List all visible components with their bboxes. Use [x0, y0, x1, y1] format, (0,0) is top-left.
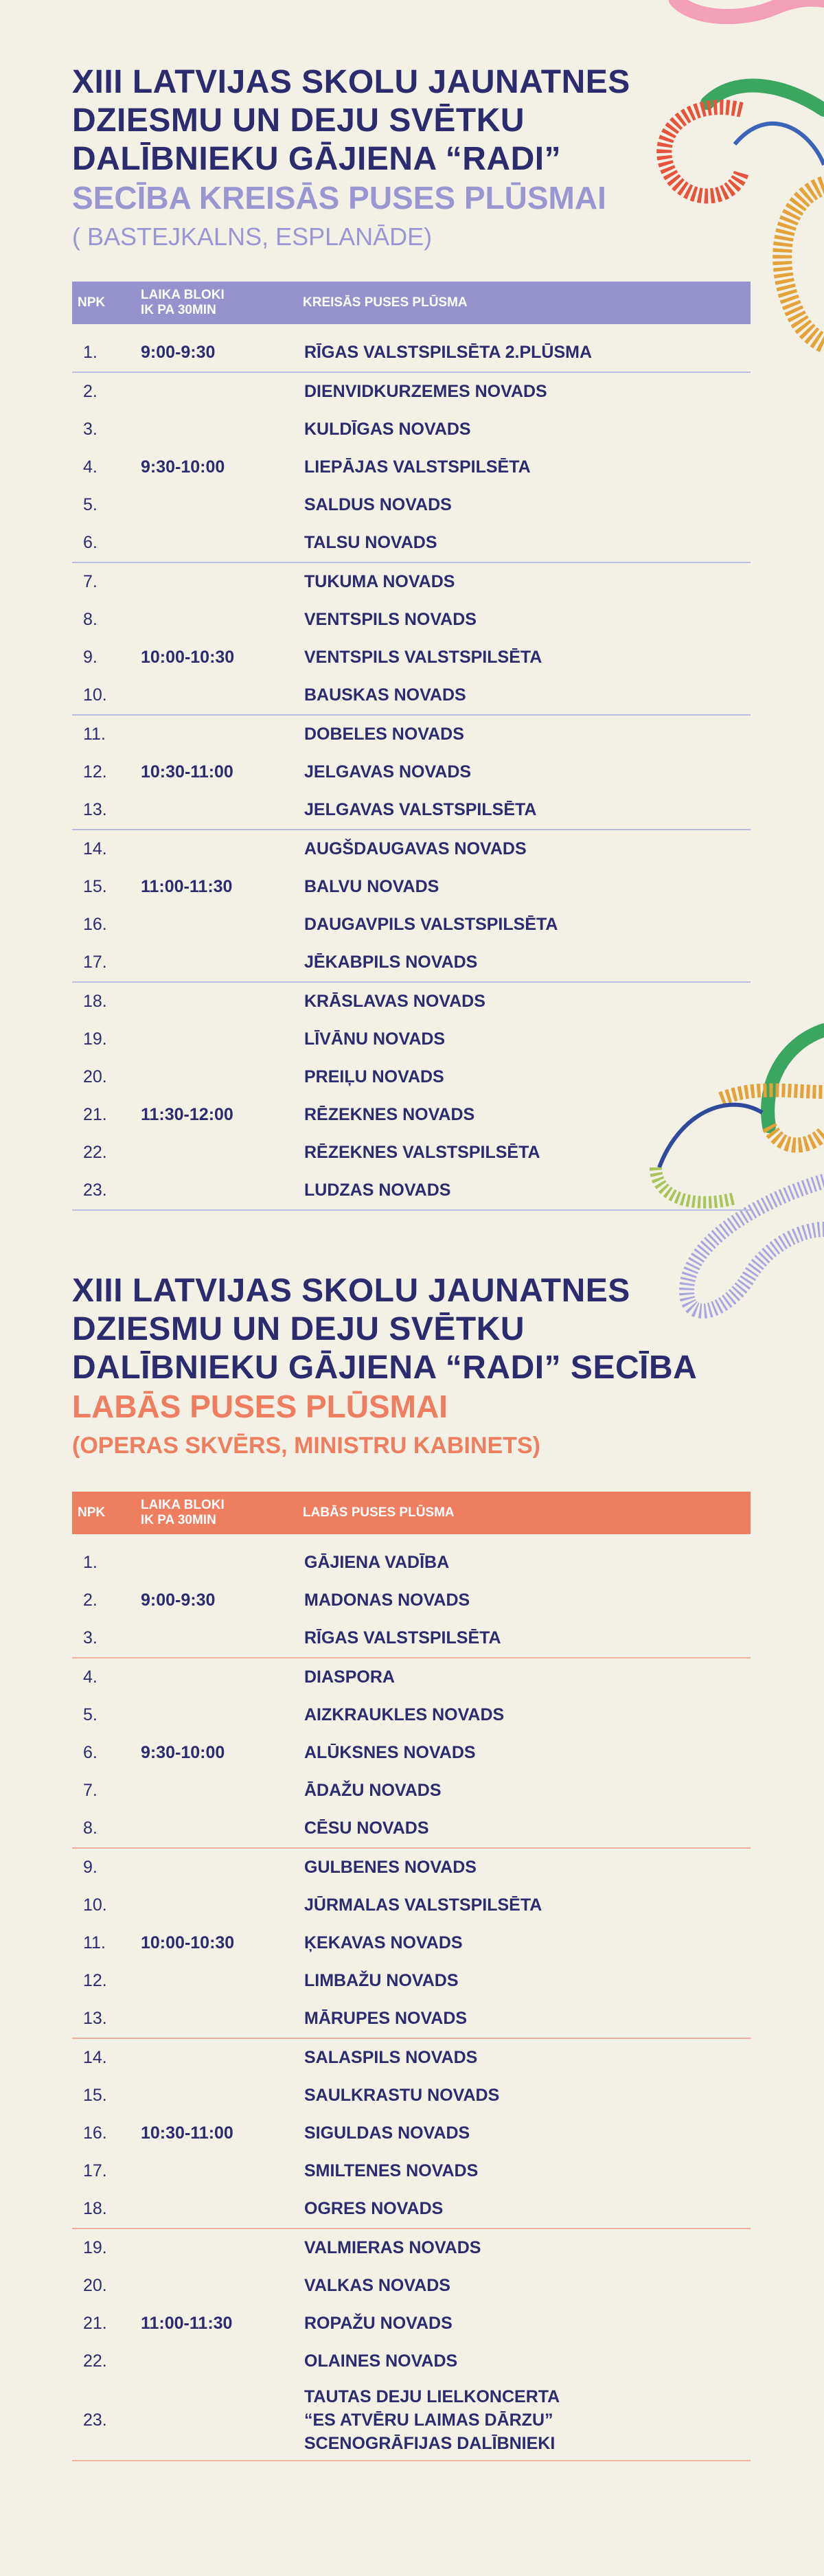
header-name: KREISĀS PUSES PLŪSMA	[303, 282, 751, 324]
group-name: TALSU NOVADS	[303, 524, 751, 562]
left-title-line-2: DZIESMU UN DEJU SVĒTKU	[72, 102, 525, 139]
row-number: 18.	[72, 2190, 138, 2229]
row-number: 7.	[83, 572, 98, 591]
group-name: KRĀSLAVAS NOVADS	[304, 992, 485, 1011]
group-name: MĀRUPES NOVADS	[303, 2000, 751, 2038]
table-row	[72, 1058, 751, 1096]
left-schedule-table	[72, 282, 751, 1211]
row-number: 23.	[72, 2380, 138, 2461]
group-name: JŪRMALAS VALSTSPILSĒTA	[304, 1895, 542, 1915]
row-number: 15.	[83, 877, 107, 896]
right-title-line-3: DALĪBNIEKU GĀJIENA “RADI” SECĪBA	[72, 1349, 698, 1386]
group-name: SALASPILS NOVADS	[304, 2048, 478, 2067]
row-number: 22.	[83, 2351, 107, 2371]
time-block	[138, 2152, 303, 2190]
table-row	[72, 562, 751, 601]
row-number: 2.	[83, 1591, 98, 1610]
group-name: AUGŠDAUGAVAS NOVADS	[304, 839, 527, 858]
time-block: 10:30-11:00	[141, 762, 233, 782]
time-block	[138, 2000, 303, 2038]
group-name: ĶEKAVAS NOVADS	[304, 1933, 463, 1952]
row-number: 12.	[83, 1971, 107, 1990]
time-block	[138, 676, 303, 715]
row-number: 11.	[83, 725, 106, 744]
time-block	[138, 1848, 303, 1887]
table-row	[72, 1096, 751, 1134]
group-name: RĒZEKNES VALSTSPILSĒTA	[304, 1143, 540, 1162]
row-number: 16.	[83, 2123, 107, 2143]
table-row	[72, 1772, 751, 1810]
row-number: 11.	[83, 1933, 106, 1952]
table-row	[72, 753, 751, 791]
time-block	[138, 2267, 303, 2305]
row-number: 1.	[83, 1553, 98, 1572]
time-block	[138, 791, 303, 830]
group-name: OGRES NOVADS	[303, 2190, 751, 2229]
group-name: DIASPORA	[304, 1667, 395, 1687]
table-row	[72, 2305, 751, 2343]
group-name: JĒKABPILS NOVADS	[303, 944, 751, 982]
table-row	[72, 372, 751, 411]
table-row	[72, 830, 751, 868]
time-block	[138, 1172, 303, 1210]
row-number: 10.	[72, 676, 138, 715]
left-subtitle: SECĪBA KREISĀS PUSES PLŪSMAI	[72, 180, 606, 216]
group-name: SAULKRASTU NOVADS	[304, 2086, 500, 2105]
time-block	[138, 1772, 303, 1810]
table-row	[72, 906, 751, 944]
pink-ribbon	[676, 0, 824, 16]
table-row	[72, 1134, 751, 1172]
row-number: 8.	[83, 610, 98, 629]
table-row	[72, 601, 751, 639]
row-number: 15.	[83, 2086, 107, 2105]
group-name: KULDĪGAS NOVADS	[304, 420, 471, 439]
header-time-line-2: IK PA 30MIN	[141, 1513, 216, 1527]
group-name: SIGULDAS NOVADS	[304, 2123, 470, 2143]
table-row	[72, 2229, 751, 2267]
table-row	[72, 2077, 751, 2115]
group-name: SMILTENES NOVADS	[304, 2161, 479, 2180]
time-block: 10:00-10:30	[141, 648, 235, 667]
row-number: 4.	[83, 457, 98, 477]
group-name: GĀJIENA VADĪBA	[304, 1553, 450, 1572]
time-block	[138, 830, 303, 868]
right-flow-section	[72, 1272, 751, 2461]
group-name: VENTSPILS NOVADS	[304, 610, 477, 629]
time-block	[138, 2190, 303, 2229]
table-header	[72, 1492, 751, 1534]
group-name: RĪGAS VALSTSPILSĒTA 2.PLŪSMA	[303, 324, 751, 372]
table-row	[72, 1734, 751, 1772]
row-number: 9.	[83, 648, 98, 667]
row-number: 21.	[83, 1105, 107, 1124]
time-block	[138, 1534, 303, 1582]
group-name: DAUGAVPILS VALSTSPILSĒTA	[304, 915, 558, 934]
group-name: LĪVĀNU NOVADS	[304, 1029, 446, 1049]
row-number: 9.	[83, 1858, 98, 1877]
row-number: 19.	[83, 1029, 107, 1049]
left-title-line-1: XIII LATVIJAS SKOLU JAUNATNES	[72, 64, 630, 100]
yellow-striped-ribbon	[782, 185, 824, 343]
row-number: 23.	[72, 1172, 138, 1210]
row-number: 18.	[83, 992, 107, 1011]
group-name: RĪGAS VALSTSPILSĒTA	[303, 1619, 751, 1658]
group-name-line: TAUTAS DEJU LIELKONCERTA	[304, 2387, 560, 2406]
table-row	[72, 1534, 751, 1582]
table-row	[72, 2000, 751, 2038]
table-row	[72, 2267, 751, 2305]
time-block	[138, 2038, 303, 2077]
row-number: 3.	[83, 420, 98, 439]
group-name: VALMIERAS NOVADS	[304, 2238, 481, 2257]
header-npk: NPK	[72, 282, 138, 324]
header-time	[138, 1492, 303, 1534]
group-name	[303, 2380, 751, 2461]
left-location: ( BASTEJKALNS, ESPLANĀDE)	[72, 223, 433, 251]
table-row	[72, 411, 751, 448]
row-number: 10.	[83, 1895, 107, 1915]
table-header	[72, 282, 751, 324]
table-row	[72, 715, 751, 753]
group-name: VENTSPILS VALSTSPILSĒTA	[304, 648, 542, 667]
right-title-line-1: XIII LATVIJAS SKOLU JAUNATNES	[72, 1273, 630, 1309]
time-block	[138, 2343, 303, 2380]
group-name: LIEPĀJAS VALSTSPILSĒTA	[304, 457, 531, 477]
header-time	[138, 282, 303, 324]
table-row	[72, 2190, 751, 2229]
table-row	[72, 1172, 751, 1210]
header-name: LABĀS PUSES PLŪSMA	[303, 1492, 751, 1534]
table-row	[72, 1887, 751, 1924]
time-block	[138, 1962, 303, 2000]
table-row	[72, 524, 751, 562]
table-row	[72, 639, 751, 676]
table-row	[72, 1619, 751, 1658]
group-name: AIZKRAUKLES NOVADS	[304, 1705, 505, 1724]
header-npk: NPK	[72, 1492, 138, 1534]
group-name: BAUSKAS NOVADS	[303, 676, 751, 715]
row-number: 6.	[83, 1743, 98, 1762]
table-row	[72, 1696, 751, 1734]
row-number: 19.	[83, 2238, 107, 2257]
time-block	[138, 411, 303, 448]
group-name-line: “ES ATVĒRU LAIMAS DĀRZU”	[304, 2410, 553, 2430]
group-name: PREIĻU NOVADS	[304, 1067, 444, 1086]
row-number: 1.	[72, 324, 138, 372]
time-block	[138, 1021, 303, 1058]
left-title-line-3: DALĪBNIEKU GĀJIENA “RADI”	[72, 141, 562, 177]
table-row	[72, 2038, 751, 2077]
time-block	[138, 944, 303, 982]
time-block	[138, 1658, 303, 1696]
group-name: OLAINES NOVADS	[304, 2351, 458, 2371]
row-number: 5.	[83, 495, 98, 514]
time-block	[138, 562, 303, 601]
row-number: 7.	[83, 1781, 98, 1800]
table-row	[72, 2343, 751, 2380]
time-block: 9:00-9:30	[141, 1591, 216, 1610]
row-number: 2.	[83, 382, 98, 401]
time-block	[138, 601, 303, 639]
row-number: 4.	[83, 1667, 98, 1687]
group-name: ĀDAŽU NOVADS	[304, 1781, 442, 1800]
table-row	[72, 791, 751, 830]
row-number: 13.	[72, 2000, 138, 2038]
row-number: 14.	[83, 2048, 107, 2067]
time-block	[138, 2229, 303, 2267]
time-block	[138, 1810, 303, 1848]
header-time-line-2: IK PA 30MIN	[141, 303, 216, 317]
table-row	[72, 1924, 751, 1962]
row-number: 12.	[83, 762, 107, 782]
row-number: 16.	[83, 915, 107, 934]
header-time-line-1: LAIKA BLOKI	[141, 288, 225, 302]
group-name: JELGAVAS NOVADS	[304, 762, 472, 782]
table-row	[72, 448, 751, 486]
group-name: GULBENES NOVADS	[304, 1858, 477, 1877]
group-name: LUDZAS NOVADS	[303, 1172, 751, 1210]
table-row	[72, 944, 751, 982]
group-name: DOBELES NOVADS	[304, 725, 464, 744]
time-block	[138, 1058, 303, 1096]
time-block	[138, 2077, 303, 2115]
table-row	[72, 1658, 751, 1696]
group-name: ALŪKSNES NOVADS	[304, 1743, 476, 1762]
table-row	[72, 1810, 751, 1848]
group-name-line: SCENOGRĀFIJAS DALĪBNIEKI	[304, 2434, 556, 2453]
time-block	[138, 372, 303, 411]
right-location: (OPERAS SKVĒRS, MINISTRU KABINETS)	[72, 1433, 540, 1459]
time-block: 10:00-10:30	[141, 1933, 235, 1952]
row-number: 8.	[72, 1810, 138, 1848]
time-block: 9:30-10:00	[141, 457, 225, 477]
time-block	[138, 1696, 303, 1734]
group-name: JELGAVAS VALSTSPILSĒTA	[303, 791, 751, 830]
row-number: 5.	[83, 1705, 98, 1724]
time-block	[138, 1619, 303, 1658]
table-row	[72, 1962, 751, 2000]
time-block: 11:30-12:00	[141, 1105, 233, 1124]
row-number: 6.	[72, 524, 138, 562]
row-number: 17.	[72, 944, 138, 982]
row-number: 22.	[83, 1143, 107, 1162]
row-number: 3.	[72, 1619, 138, 1658]
row-number: 21.	[83, 2314, 107, 2333]
table-row	[72, 1848, 751, 1887]
time-block	[138, 906, 303, 944]
time-block: 11:00-11:30	[141, 877, 233, 896]
time-block: 10:30-11:00	[141, 2123, 233, 2143]
group-name: TUKUMA NOVADS	[304, 572, 455, 591]
table-row	[72, 324, 751, 372]
time-block	[138, 715, 303, 753]
group-name: LIMBAŽU NOVADS	[304, 1971, 459, 1990]
group-name: RĒZEKNES NOVADS	[304, 1105, 475, 1124]
time-block: 9:30-10:00	[141, 1743, 225, 1762]
group-name: ROPAŽU NOVADS	[304, 2314, 453, 2333]
row-number: 17.	[83, 2161, 107, 2180]
group-name: MADONAS NOVADS	[304, 1591, 470, 1610]
group-name: DIENVIDKURZEMES NOVADS	[304, 382, 547, 401]
time-block: 11:00-11:30	[141, 2314, 233, 2333]
group-name: VALKAS NOVADS	[304, 2276, 450, 2295]
time-block	[138, 524, 303, 562]
table-row	[72, 676, 751, 715]
row-number: 20.	[83, 1067, 107, 1086]
group-name: SALDUS NOVADS	[304, 495, 452, 514]
time-block	[138, 1887, 303, 1924]
table-row	[72, 2152, 751, 2190]
yellow-striped-ribbon-3	[769, 1126, 824, 1145]
group-name: BALVU NOVADS	[304, 877, 439, 896]
header-time-line-1: LAIKA BLOKI	[141, 1498, 225, 1512]
table-row	[72, 1021, 751, 1058]
left-flow-section	[72, 63, 751, 1211]
table-row	[72, 868, 751, 906]
green-ribbon-2	[768, 1030, 824, 1126]
table-row	[72, 486, 751, 524]
row-number: 13.	[72, 791, 138, 830]
time-block	[138, 1134, 303, 1172]
right-schedule-table	[72, 1492, 751, 2461]
time-block	[138, 2380, 303, 2461]
time-block	[138, 486, 303, 524]
table-row	[72, 2380, 751, 2461]
right-title-line-2: DZIESMU UN DEJU SVĒTKU	[72, 1311, 525, 1347]
table-row	[72, 1582, 751, 1619]
row-number: 14.	[83, 839, 107, 858]
table-row	[72, 982, 751, 1021]
time-block	[138, 982, 303, 1021]
time-block: 9:00-9:30	[138, 324, 303, 372]
table-row	[72, 2115, 751, 2152]
row-number: 20.	[83, 2276, 107, 2295]
right-subtitle: LABĀS PUSES PLŪSMAI	[72, 1389, 448, 1424]
group-name: CĒSU NOVADS	[303, 1810, 751, 1848]
